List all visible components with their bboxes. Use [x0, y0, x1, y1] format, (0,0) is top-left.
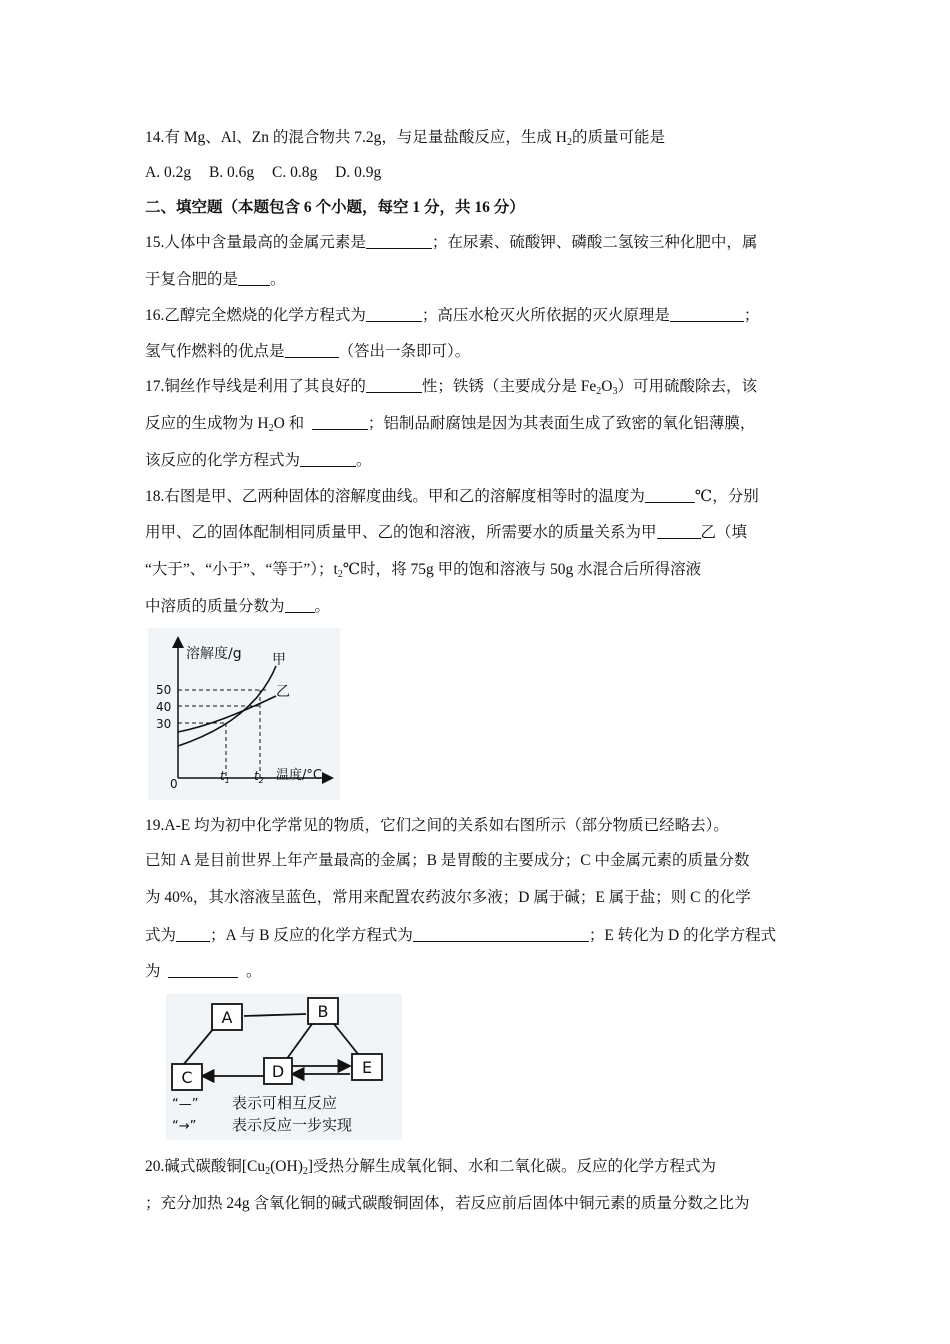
edge-b-d: [286, 1024, 312, 1060]
question-15-line-2: 于复合肥的是 。: [145, 271, 286, 288]
question-19-line-2: 已知 A 是目前世界上年产量最高的金属；B 是胃酸的主要成分；C 中金属元素的质量分数: [145, 852, 750, 869]
series-label-yi: 乙: [276, 684, 290, 700]
solubility-graph-svg: [148, 628, 340, 800]
question-19-line-1: 19.A-E 均为初中化学常见的物质，它们之间的关系如右图所示（部分物质已经略去）。: [145, 817, 729, 834]
question-14-options: [145, 163, 810, 183]
answer-blank: [657, 524, 701, 539]
legend-line-2-text: 表示反应一步实现: [232, 1116, 353, 1134]
answer-blank: [366, 307, 422, 322]
question-18-line-4: 中溶质的质量分数为 。: [145, 598, 331, 615]
question-16-line-2: 氢气作燃料的优点是 （答出一条即可）。: [145, 343, 471, 360]
t1-label: $t_1$: [220, 769, 230, 785]
edge-b-e: [334, 1024, 358, 1054]
y-tick-30: 30: [156, 717, 172, 731]
edge-a-b: [244, 1014, 306, 1016]
y-tick-50: 50: [156, 683, 172, 697]
node-b-label: B: [317, 1002, 329, 1021]
question-15-line-1: 15.人体中含量最高的金属元素是 ；在尿素、硫酸钾、磷酸二氢铵三种化肥中，属: [145, 234, 758, 251]
question-17-line-3: 该反应的化学方程式为 。: [145, 452, 372, 469]
answer-blank: [312, 415, 368, 430]
legend-line-1-text: 表示可相互反应: [232, 1094, 338, 1112]
answer-blank: [176, 927, 210, 942]
node-d-label: D: [271, 1062, 285, 1081]
option-b: B. 0.6g: [208, 164, 255, 181]
question-16-line-1: 16.乙醇完全燃烧的化学方程式为 ；高压水枪灭火所依据的灭火原理是 ；: [145, 307, 760, 324]
solubility-graph: [148, 628, 340, 800]
y-axis-label: 溶解度/g: [186, 646, 242, 662]
answer-blank: [366, 378, 422, 393]
question-18-line-1: 18.右图是甲、乙两种固体的溶解度曲线。甲和乙的溶解度相等时的温度为 ℃，分别: [145, 488, 759, 505]
question-14: 14.有 Mg、Al、Zn 的混合物共 7.2g，与足量盐酸反应，生成 $H_2$的质量可能是: [145, 129, 665, 148]
question-19-line-5: 为 。: [145, 963, 262, 980]
question-20-line-1: 20.碱式碳酸铜$[Cu_2(OH)_2]$受热分解生成氧化铜、水和二氧化碳。反应的化学方程式为: [145, 1158, 717, 1177]
t2-label: $t_2$: [254, 769, 264, 785]
answer-blank: [285, 343, 339, 358]
edge-a-c: [184, 1028, 214, 1064]
question-18-line-2: 用甲、乙的固体配制相同质量甲、乙的饱和溶液，所需要水的质量关系为甲 乙（填: [145, 524, 748, 541]
node-c-label: C: [181, 1068, 193, 1087]
answer-blank: [238, 271, 270, 286]
question-20-line-2: ；充分加热 24g 含氧化铜的碱式碳酸铜固体，若反应前后固体中铜元素的质量分数之比为: [145, 1195, 750, 1212]
option-a: A. 0.2g: [145, 164, 192, 181]
answer-blank: [670, 307, 744, 322]
answer-blank: [366, 234, 432, 249]
answer-blank: [285, 598, 315, 613]
series-label-jia: 甲: [272, 652, 286, 668]
answer-blank: [413, 927, 589, 942]
question-17-line-2: 反应的生成物为 $H_2O$ 和 ；铝制品耐腐蚀是因为其表面生成了致密的氧化铝薄膜，: [145, 415, 756, 434]
answer-blank: [168, 963, 238, 978]
legend-line-1-symbol: “—”: [172, 1097, 199, 1112]
answer-blank: [300, 452, 356, 467]
origin-label: 0: [170, 777, 178, 791]
section-heading: 二、填空题（本题包含 6 个小题，每空 1 分，共 16 分）: [145, 199, 525, 216]
question-19-line-3: 为 40%，其水溶液呈蓝色，常用来配置农药波尔多液；D 属于碱；E 属于盐；则 C 的化学: [145, 889, 751, 906]
relation-diagram: [166, 994, 402, 1140]
option-c: C. 0.8g: [272, 164, 318, 181]
question-17-line-1: 17.铜丝作导线是利用了其良好的 性；铁锈（主要成分是 $Fe_2O_3$）可用硫酸除去，该: [145, 378, 757, 397]
relation-diagram-svg: [166, 994, 402, 1140]
curve-yi: [178, 696, 276, 732]
option-d: D. 0.9g: [335, 164, 382, 181]
x-axis-label: 温度/°C: [276, 768, 322, 783]
node-a-label: A: [221, 1008, 233, 1027]
node-e-label: E: [361, 1058, 373, 1077]
question-18-line-3: “大于”、“小于”、“等于”）；$t_2℃$时，将 75g 甲的饱和溶液与 50g 水混合后所得溶液: [145, 561, 702, 580]
answer-blank: [645, 488, 695, 503]
question-19-line-4: 式为 ；A 与 B 反应的化学方程式为 ；E 转化为 D 的化学方程式: [145, 927, 777, 944]
legend-line-2-symbol: “→”: [172, 1119, 197, 1134]
y-tick-40: 40: [156, 700, 172, 714]
